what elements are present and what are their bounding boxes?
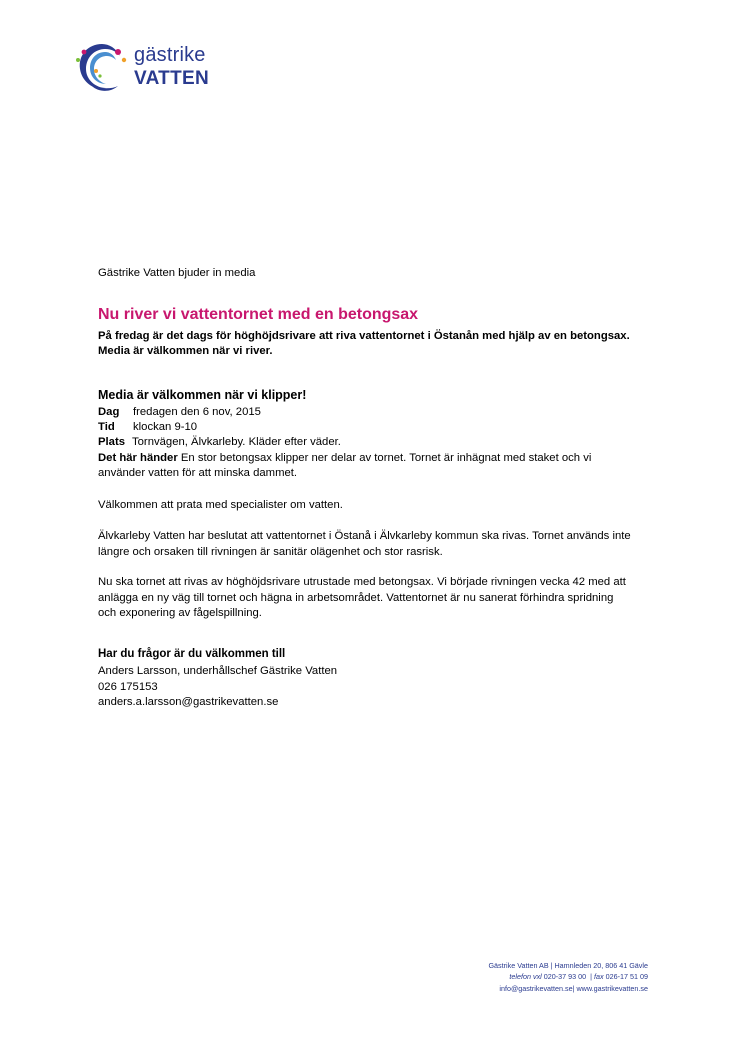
paragraph-line: anlägga en ny väg till tornet och hägna in arbetsområdet. Vattentornet är nu sanerat förhindra spridning [98, 591, 614, 604]
detail-row-hander-cont: använder vatten för att minska dammet. [98, 466, 298, 479]
detail-row-tid [98, 420, 658, 435]
contact-name: Anders Larsson, underhållschef Gästrike Vatten [98, 665, 338, 677]
footer-tel-label: telefon vxl [509, 972, 542, 982]
footer-phone-line: telefon vxl 020-37 93 00 | fax 026-17 51 09 [509, 972, 648, 982]
footer-fax-label: fax [594, 972, 604, 982]
detail-value: klockan 9-10 [133, 421, 198, 434]
water-swirl-icon [72, 38, 132, 98]
logo-text-line2: VATTEN [134, 68, 209, 89]
paragraph-line: Välkommen att prata med specialister om vatten. [98, 499, 343, 511]
paragraph-line: Nu ska tornet att rivas av höghöjdsrivare utrustade med betongsax. Vi började rivningen vecka 42 med att [98, 576, 626, 588]
paragraph-welcome [98, 498, 668, 514]
detail-row-dag [98, 405, 658, 420]
event-details [98, 405, 658, 481]
detail-row-hander [98, 451, 658, 466]
intro-line: Gästrike Vatten bjuder in media [98, 267, 256, 279]
paragraph-demolition [98, 575, 668, 622]
detail-value: Tornvägen, Älvkarleby. Kläder efter väder. [132, 436, 341, 449]
contact-block [98, 664, 337, 711]
footer-tel-value: 020-37 93 00 [543, 972, 587, 982]
detail-value: fredagen den 6 nov, 2015 [133, 406, 261, 418]
detail-value: En stor betongsax klipper ner delar av tornet. Tornet är inhägnat med staket och vi [180, 451, 592, 464]
paragraph-line: och exponering av fågelspillning. [98, 607, 262, 619]
detail-label: Plats [98, 436, 126, 449]
footer-web[interactable]: info@gastrikevatten.se| www.gastrikevatten.se [499, 983, 648, 993]
detail-row-plats [98, 435, 658, 450]
page-footer [488, 960, 648, 994]
company-logo [72, 38, 232, 98]
detail-label: Dag [98, 406, 120, 418]
paragraph-decision [98, 529, 668, 560]
lead-paragraph [98, 329, 658, 359]
section-heading: Media är välkommen när vi klipper! [98, 388, 307, 402]
page-title: Nu river vi vattentornet med en betongsax [98, 306, 419, 323]
lead-line-1: På fredag är det dags för höghöjdsrivare att riva vattentornet i Östanån med hjälp av en betongsax. [98, 330, 630, 342]
paragraph-line: Älvkarleby Vatten har beslutat att vattentornet i Östanå i Älvkarleby kommun ska rivas. Tornet används inte [98, 530, 631, 542]
footer-address: Gästrike Vatten AB | Hamnleden 20, 806 41 Gävle [488, 961, 648, 970]
detail-label: Tid [98, 421, 115, 434]
contact-heading: Har du frågor är du välkommen till [98, 648, 286, 660]
lead-line-2: Media är välkommen när vi river. [98, 345, 273, 357]
logo-text-line1: gästrike [134, 44, 206, 66]
footer-fax-value: 026-17 51 09 [605, 972, 648, 982]
detail-label: Det här händer [98, 451, 178, 464]
contact-phone: 026 175153 [98, 680, 158, 693]
paragraph-line: längre och orsaken till rivningen är sanitär olägenhet och stor rasrisk. [98, 545, 443, 558]
contact-email[interactable]: anders.a.larsson@gastrikevatten.se [98, 696, 279, 708]
